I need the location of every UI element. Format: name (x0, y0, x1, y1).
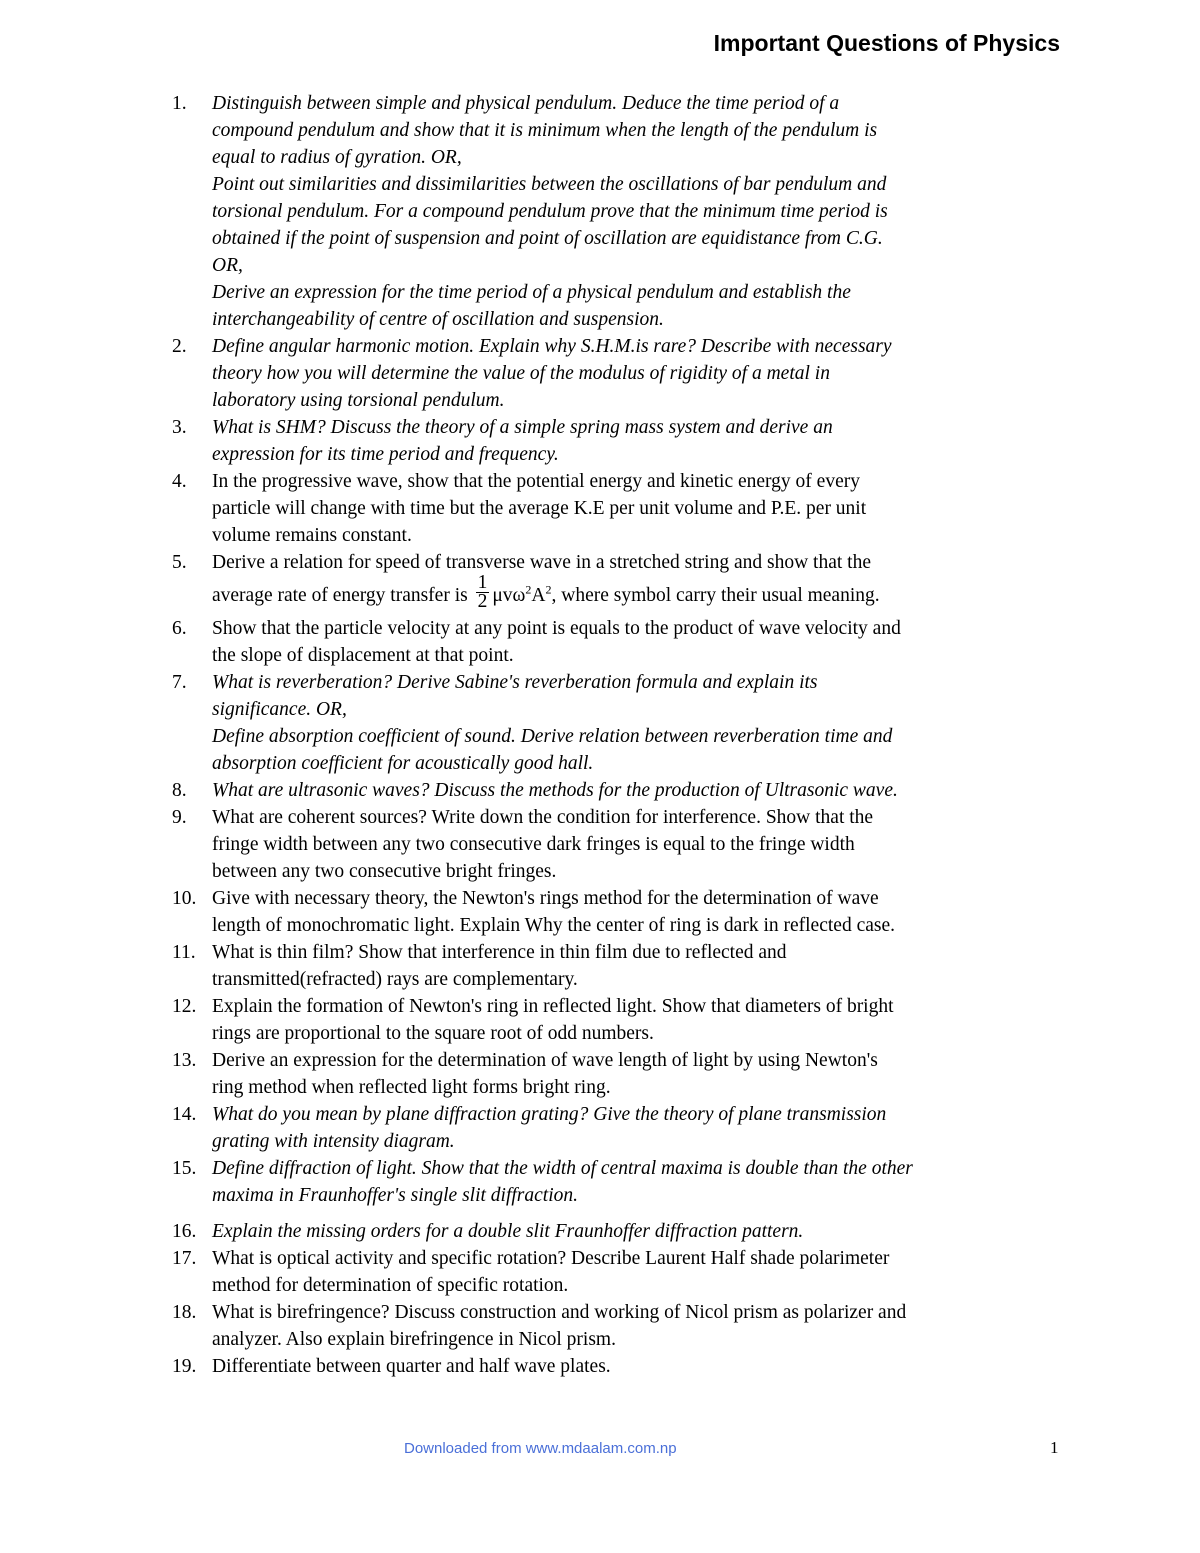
question-line: Explain the formation of Newton's ring in reflected light. Show that diameters of bright (212, 996, 894, 1017)
question-line: compound pendulum and show that it is minimum when the length of the pendulum is (212, 120, 878, 141)
question-number: 19. (172, 1356, 197, 1377)
superscript: 2 (525, 582, 532, 597)
question-line: maxima in Fraunhoffer's single slit diffraction. (212, 1185, 578, 1206)
question-line: What is reverberation? Derive Sabine's reverberation formula and explain its (212, 672, 818, 693)
question-line: Show that the particle velocity at any point is equals to the product of wave velocity and (212, 618, 901, 639)
question-item (0, 993, 1200, 1047)
question-number: 14. (172, 1104, 197, 1125)
question-line: What is birefringence? Discuss construction and working of Nicol prism as polarizer and (212, 1302, 907, 1323)
question-item (0, 804, 1200, 885)
question-line: equal to radius of gyration. OR, (212, 147, 462, 168)
formula-line (212, 572, 1060, 615)
question-line: obtained if the point of suspension and point of oscillation are equidistance from C.G. (212, 228, 883, 249)
formula-symbol-a: A (531, 584, 546, 606)
page-number: 1 (1050, 1438, 1059, 1457)
question-line: Derive an expression for the time period of a physical pendulum and establish the (212, 282, 851, 303)
question-item (0, 414, 1200, 468)
question-line: What are coherent sources? Write down the condition for interference. Show that the (212, 807, 874, 828)
question-line: In the progressive wave, show that the potential energy and kinetic energy of every (212, 471, 860, 492)
question-item (0, 468, 1200, 549)
question-number: 13. (172, 1050, 197, 1071)
superscript: 2 (545, 582, 552, 597)
question-item (0, 777, 1200, 804)
question-line: method for determination of specific rotation. (212, 1275, 569, 1296)
question-item (0, 90, 1200, 333)
question-item (0, 549, 1200, 615)
question-line: Distinguish between simple and physical pendulum. Deduce the time period of a (212, 93, 840, 114)
question-line: transmitted(refracted) rays are complementary. (212, 969, 578, 990)
question-line: What do you mean by plane diffraction grating? Give the theory of plane transmission (212, 1104, 887, 1125)
question-line: What are ultrasonic waves? Discuss the methods for the production of Ultrasonic wave. (212, 780, 898, 801)
question-item (0, 885, 1200, 939)
question-line: volume remains constant. (212, 525, 412, 546)
download-source-link[interactable]: Downloaded from www.mdaalam.com.np (404, 1440, 677, 1457)
question-item (0, 333, 1200, 414)
question-line: Derive an expression for the determination of wave length of light by using Newton's (212, 1050, 878, 1071)
question-line: Derive a relation for speed of transverse wave in a stretched string and show that the (212, 552, 871, 573)
question-line: significance. OR, (212, 699, 347, 720)
question-number: 8. (172, 780, 187, 801)
question-item (0, 1155, 1200, 1209)
question-line: Define absorption coefficient of sound. Derive relation between reverberation time and (212, 726, 893, 747)
question-line: Define angular harmonic motion. Explain why S.H.M.is rare? Describe with necessary (212, 336, 892, 357)
question-number: 10. (172, 888, 197, 909)
question-line: length of monochromatic light. Explain Why the center of ring is dark in reflected case. (212, 915, 895, 936)
question-line: grating with intensity diagram. (212, 1131, 455, 1152)
question-line: interchangeability of centre of oscillation and suspension. (212, 309, 664, 330)
question-item (0, 1299, 1200, 1353)
question-line: particle will change with time but the average K.E per unit volume and P.E. per unit (212, 498, 867, 519)
question-line: OR, (212, 255, 243, 276)
question-line: Differentiate between quarter and half wave plates. (212, 1356, 611, 1377)
question-number: 11. (172, 942, 196, 963)
question-line: Explain the missing orders for a double slit Fraunhoffer diffraction pattern. (212, 1221, 804, 1242)
question-item (0, 1245, 1200, 1299)
question-number: 3. (172, 417, 187, 438)
question-line: absorption coefficient for acoustically good hall. (212, 753, 594, 774)
question-number: 5. (172, 552, 187, 573)
question-line: fringe width between any two consecutive dark fringes is equal to the fringe width (212, 834, 855, 855)
question-number: 2. (172, 336, 187, 357)
question-number: 18. (172, 1302, 197, 1323)
question-number: 6. (172, 618, 187, 639)
question-item (0, 1047, 1200, 1101)
question-number: 15. (172, 1158, 197, 1179)
formula-symbols: μvω (492, 584, 526, 606)
question-line: laboratory using torsional pendulum. (212, 390, 505, 411)
question-line: analyzer. Also explain birefringence in Nicol prism. (212, 1329, 616, 1350)
question-line: Define diffraction of light. Show that the width of central maxima is double than the other (212, 1158, 913, 1179)
question-number: 12. (172, 996, 197, 1017)
question-line: Give with necessary theory, the Newton's rings method for the determination of wave (212, 888, 879, 909)
question-item (0, 615, 1200, 669)
question-number: 1. (172, 93, 187, 114)
question-item (0, 939, 1200, 993)
question-number: 17. (172, 1248, 197, 1269)
question-line: What is optical activity and specific rotation? Describe Laurent Half shade polarimeter (212, 1248, 890, 1269)
question-item (0, 669, 1200, 777)
formula-text-pre: average rate of energy transfer is (212, 584, 468, 606)
question-number: 7. (172, 672, 187, 693)
question-line: expression for its time period and frequency. (212, 444, 559, 465)
question-line: between any two consecutive bright fringes. (212, 861, 557, 882)
question-line: theory how you will determine the value of the modulus of rigidity of a metal in (212, 363, 830, 384)
question-number: 4. (172, 471, 187, 492)
question-item (0, 1218, 1200, 1245)
question-line: Point out similarities and dissimilarities between the oscillations of bar pendulum and (212, 174, 887, 195)
fraction (476, 574, 490, 611)
question-line: the slope of displacement at that point. (212, 645, 514, 666)
fraction-numerator: 1 (477, 572, 488, 593)
page-title: Important Questions of Physics (713, 30, 1060, 56)
question-line: What is SHM? Discuss the theory of a simple spring mass system and derive an (212, 417, 833, 438)
question-line: rings are proportional to the square root of odd numbers. (212, 1023, 654, 1044)
question-list (0, 90, 1200, 1380)
question-line: What is thin film? Show that interference in thin film due to reflected and (212, 942, 787, 963)
question-item (0, 1101, 1200, 1155)
formula-text-post: , where symbol carry their usual meaning. (551, 584, 880, 606)
question-line: torsional pendulum. For a compound pendulum prove that the minimum time period is (212, 201, 888, 222)
question-item (0, 1353, 1200, 1380)
question-number: 9. (172, 807, 187, 828)
question-number: 16. (172, 1221, 197, 1242)
fraction-denominator: 2 (477, 591, 488, 612)
question-line: ring method when reflected light forms bright ring. (212, 1077, 611, 1098)
